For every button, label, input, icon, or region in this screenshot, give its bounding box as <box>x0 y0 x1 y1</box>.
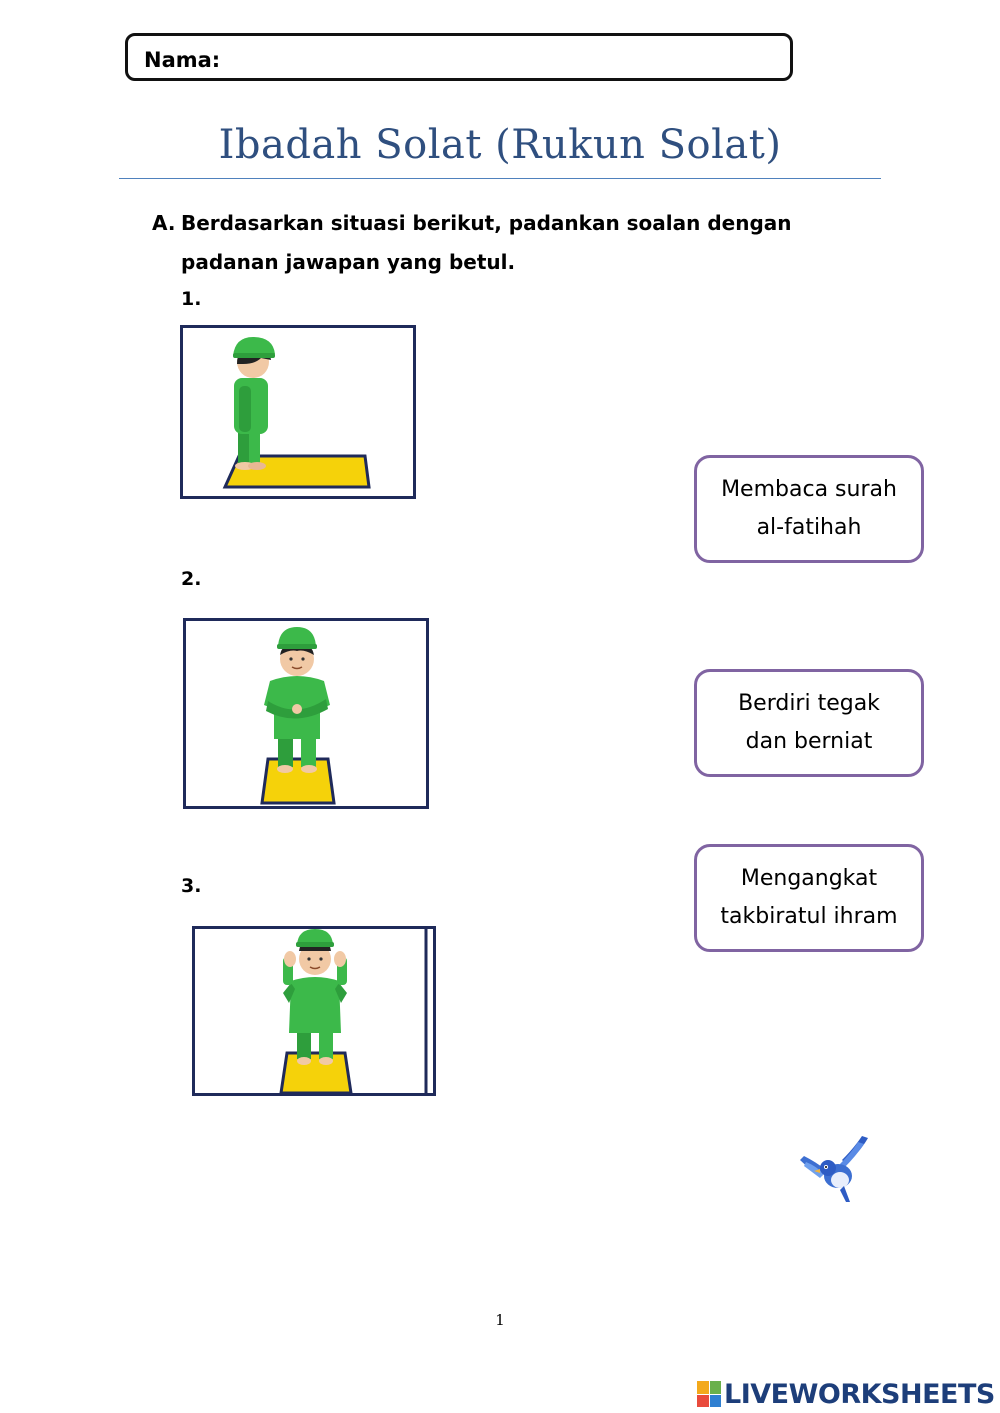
liveworksheets-logo <box>697 1378 995 1410</box>
takbir-figure <box>195 929 436 1096</box>
title-divider <box>119 178 881 179</box>
standing-hands-folded-figure <box>186 621 429 809</box>
question-image-2 <box>183 618 429 809</box>
answer-1-line-1: Membaca surah <box>721 477 897 502</box>
section-letter: A. <box>152 211 176 235</box>
answer-box-1[interactable] <box>694 455 924 563</box>
answer-2-line-2: dan berniat <box>745 729 873 754</box>
question-image-3 <box>192 926 436 1096</box>
answer-3-line-2: takbiratul ihram <box>720 904 898 929</box>
question-number-2: 2. <box>181 568 202 590</box>
instruction-line-1: Berdasarkan situasi berikut, padankan soalan dengan <box>181 211 792 235</box>
bird-icon <box>798 1136 872 1204</box>
page-number: 1 <box>495 1311 505 1329</box>
question-number-3: 3. <box>181 875 202 897</box>
answer-box-2[interactable] <box>694 669 924 777</box>
name-field[interactable] <box>125 33 793 81</box>
answer-3-line-1: Mengangkat <box>740 866 878 891</box>
question-number-1: 1. <box>181 288 202 310</box>
brand-mark-icon <box>697 1381 721 1407</box>
brand-name: LIVEWORKSHEETS <box>724 1378 995 1410</box>
page-title: Ibadah Solat (Rukun Solat) <box>218 122 782 168</box>
answer-2-line-1: Berdiri tegak <box>738 691 880 716</box>
instruction-line-2: padanan jawapan yang betul. <box>181 250 516 274</box>
question-image-1 <box>180 325 416 499</box>
answer-1-line-2: al-fatihah <box>756 515 862 540</box>
standing-side-figure <box>183 328 416 499</box>
answer-box-3[interactable] <box>694 844 924 952</box>
name-label: Nama: <box>144 48 221 72</box>
